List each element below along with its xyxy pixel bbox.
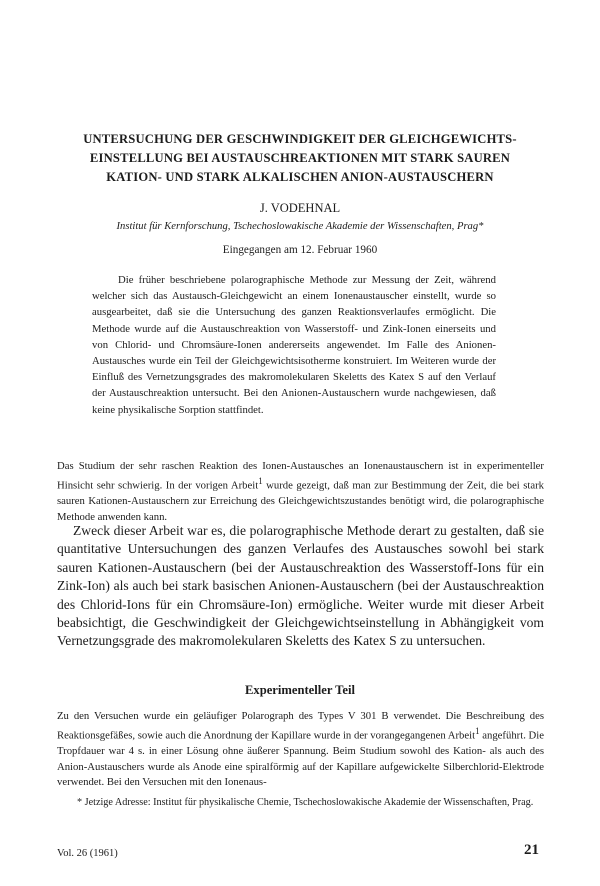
section-heading: Experimenteller Teil xyxy=(245,683,355,697)
author-affiliation: Institut für Kernforschung, Tschechoslowakische Akademie der Wissenschaften, Prag* xyxy=(116,221,484,232)
title-line: EINSTELLUNG BEI AUSTAUSCHREAKTIONEN MIT STARK SAUREN xyxy=(89,151,511,165)
experimental-text-part: Zu den Versuchen wurde ein geläufiger Polarograph des Types V 301 B verwendet. Die Beschreibung des Reaktionsgefäßes, sowie auch die Anordnung der Kapillare wurde in der vorangegangenen Arbeit xyxy=(57,710,544,742)
page-number: 21 xyxy=(524,842,539,858)
journal-volume: Vol. 26 (1961) xyxy=(57,848,118,859)
received-date: Eingegangen am 12. Februar 1960 xyxy=(222,244,378,256)
title-line: UNTERSUCHUNG DER GESCHWINDIGKEIT DER GLEICHGEWICHTS- xyxy=(83,132,517,146)
author-name: J. VODEHNAL xyxy=(259,201,341,215)
title-line: KATION- UND STARK ALKALISCHEN ANION-AUSTAUSCHERN xyxy=(106,170,494,184)
footnote: * Jetzige Adresse: Institut für physikalische Chemie, Tschechoslowakische Akademie der Wissenschaften, Prag. xyxy=(77,797,534,808)
intro-paragraph xyxy=(57,459,544,525)
experimental-text-part: angeführt. Die Tropfdauer war 4 s. in einer Lösung ohne äußerer Spannung. Beim Studium sowohl des Kation- als auch des Anion-Austauschers wurde als Anode eine spiralförmig auf der Kapillare aufgewickelte Silberchlorid-Elektrode verwendet. Bei den Versuchen mit den Ionenaus- xyxy=(57,729,544,789)
abstract: Die früher beschriebene polarographische Methode zur Messung der Zeit, während welcher sich das Austausch-Gleichgewicht an einem Ionenaustauscher einstellt, wurde so ausgearbeitet, daß sie die Untersuchung des ganzen Reaktionsverlaufes ermöglicht. Die Methode wurde auf die Austauschreaktion von Wasserstoff- und Zink-Ionen einerseits und von Chlorid- und Chromsäure-Ionen andererseits angewendet. Im Falle des Anionen-Austausches wurde ein Teil der Gleichgewichtsisotherme konstruiert. Im Weiteren wurde der Einfluß des Vernetzungsgrades des makromolekularen Skeletts des Katex S auf den Verlauf der Austauschreaktion untersucht. Bei den Anionen-Austauschern wurde nachgewiesen, daß keine physikalische Sorption stattfindet. xyxy=(92,274,496,416)
reference-superscript: 1 xyxy=(475,726,480,737)
article-title xyxy=(60,130,540,187)
intro-text-part: Das Studium der sehr raschen Reaktion des Ionen-Austausches an Ionenaustauschern ist in experimenteller Hinsicht sehr schwierig. In der vorigen Arbeit xyxy=(57,460,544,492)
aim-paragraph: Zweck dieser Arbeit war es, die polarographische Methode derart zu gestalten, daß sie quantitative Untersuchungen des ganzen Verlaufes des Austausches sowohl bei stark sauren Kationen-Austauschern (bei der Austauschreaktion des Wasserstoff-Ions für ein Zink-Ion) als auch bei stark basischen Anionen-Austauschern (bei der Austauschreaktion des Chlorid-Ions für ein Chromsäure-Ion) ermögliche. Weiter wurde mit dieser Arbeit beabsichtigt, die Geschwindigkeit der Gleichgewichtseinstellung in Abhängigkeit vom Vernetzungsgrade des makromolekularen Skeletts des Katex S zu untersuchen. xyxy=(57,523,544,649)
experimental-paragraph xyxy=(57,709,544,791)
intro-text-part: wurde gezeigt, daß man zur Bestimmung der Zeit, die bei stark sauren Kationen-Austauschern zur Erreichung des Gleichgewichtszustandes benötigt wird, die polarographische Methode anwenden kann. xyxy=(57,479,544,523)
reference-superscript: 1 xyxy=(258,476,263,487)
